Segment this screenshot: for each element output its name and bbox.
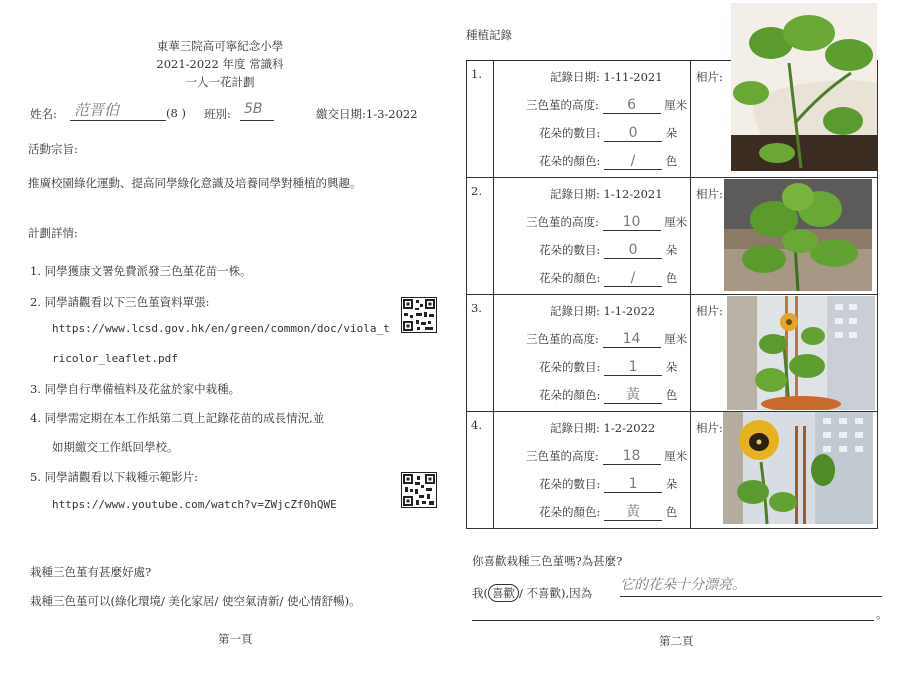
growth-record-table xyxy=(466,60,878,529)
record-number: 3. xyxy=(467,295,494,412)
like-question: 你喜歡栽種三色堇嗎?為甚麼? xyxy=(472,554,623,568)
color-label: 花朵的顏色: xyxy=(539,154,601,168)
color-label: 花朵的顏色: xyxy=(539,271,601,285)
cm-unit: 厘米 xyxy=(664,98,688,112)
count-label: 花朵的數目: xyxy=(539,477,601,491)
like-circled: 喜歡 xyxy=(488,584,519,602)
plant-photo-1 xyxy=(731,3,877,171)
plant-photo-3 xyxy=(727,296,875,410)
reason-line xyxy=(620,576,882,597)
height-label: 三色堇的高度: xyxy=(526,332,599,346)
name-label: 姓名: xyxy=(30,107,57,121)
page-number-1: 第一頁 xyxy=(218,632,253,646)
color-value: / xyxy=(604,271,662,287)
height-value: 6 xyxy=(603,98,661,114)
plan-item-5: 5. 同學請觀看以下栽種示範影片: xyxy=(30,470,199,484)
colour-unit: 色 xyxy=(665,505,678,519)
video-link[interactable]: https://www.youtube.com/watch?v=ZWjcZf0hQWE xyxy=(52,498,337,511)
height-label: 三色堇的高度: xyxy=(526,449,599,463)
photo-cell xyxy=(691,295,878,412)
count-label: 花朵的數目: xyxy=(539,126,601,140)
date-label: 記錄日期: xyxy=(550,421,600,435)
date-label: 記錄日期: xyxy=(550,304,600,318)
date-label: 記錄日期: xyxy=(550,187,600,201)
leaflet-qr-code[interactable] xyxy=(401,297,437,333)
leaflet-link-1[interactable]: https://www.lcsd.gov.hk/en/green/common/doc/viola_t xyxy=(52,322,390,335)
record-details xyxy=(494,295,691,412)
colour-unit: 色 xyxy=(665,271,678,285)
flower-unit: 朵 xyxy=(665,126,678,140)
count-value: 0 xyxy=(604,126,662,142)
school-name: 東華三院高可寧紀念小學 xyxy=(156,39,284,53)
flower-unit: 朵 xyxy=(665,360,678,374)
answer-middle: / 不喜歡),因為 xyxy=(519,586,593,600)
reason-handwriting: 它的花朵十分漂亮。 xyxy=(620,577,746,593)
count-value: 1 xyxy=(604,360,662,376)
leaflet-link-2[interactable]: ricolor_leaflet.pdf xyxy=(52,352,178,365)
height-value: 18 xyxy=(603,449,661,465)
record-date: 1-1-2022 xyxy=(603,304,656,318)
cm-unit: 厘米 xyxy=(664,332,688,346)
plan-item-2: 2. 同學請觀看以下三色堇資料單張: xyxy=(30,295,210,309)
record-date: 1-2-2022 xyxy=(603,421,656,435)
end-mark: 。 xyxy=(876,607,888,621)
photo-cell xyxy=(691,178,878,295)
record-row-3 xyxy=(467,295,878,412)
benefit-answer: 栽種三色堇可以(綠化環境/ 美化家居/ 使空氣清新/ 使心情舒暢)。 xyxy=(30,594,361,608)
benefit-question: 栽種三色堇有甚麼好處? xyxy=(30,565,152,579)
name-value: 范晋伯 xyxy=(74,101,120,119)
height-value: 14 xyxy=(603,332,661,348)
record-details xyxy=(494,61,691,178)
class-field xyxy=(240,102,274,121)
like-answer xyxy=(472,584,592,602)
answer-open: 我( xyxy=(472,586,488,600)
colour-unit: 色 xyxy=(665,388,678,402)
cm-unit: 厘米 xyxy=(664,215,688,229)
record-title: 種植記錄 xyxy=(466,28,512,42)
color-value: / xyxy=(604,154,662,170)
class-number: (8 ) xyxy=(166,106,186,120)
plan-item-4-cont: 如期繳交工作紙回學校。 xyxy=(52,440,179,454)
record-number: 1. xyxy=(467,61,494,178)
class-value: 5B xyxy=(244,101,263,117)
submit-date: 繳交日期:1-3-2022 xyxy=(316,107,418,121)
flower-unit: 朵 xyxy=(665,243,678,257)
record-row-2 xyxy=(467,178,878,295)
height-label: 三色堇的高度: xyxy=(526,98,599,112)
project-title: 一人一花計劃 xyxy=(185,75,255,89)
aim-text: 推廣校園綠化運動、提高同學綠化意識及培養同學對種植的興趣。 xyxy=(28,176,362,190)
colour-unit: 色 xyxy=(665,154,678,168)
cm-unit: 厘米 xyxy=(664,449,688,463)
color-label: 花朵的顏色: xyxy=(539,388,601,402)
record-date: 1-12-2021 xyxy=(603,187,663,201)
photo-cell xyxy=(691,412,878,529)
color-value: 黃 xyxy=(604,505,662,521)
record-details xyxy=(494,412,691,529)
record-row-4 xyxy=(467,412,878,529)
answer-line-2 xyxy=(472,606,874,621)
record-details xyxy=(494,178,691,295)
date-label: 記錄日期: xyxy=(550,70,600,84)
page-number-2: 第二頁 xyxy=(659,634,694,648)
plant-photo-4 xyxy=(723,412,873,524)
photo-label: 相片: xyxy=(696,304,723,318)
plan-item-3: 3. 同學自行準備植料及花盆於家中栽種。 xyxy=(30,382,241,396)
count-label: 花朵的數目: xyxy=(539,360,601,374)
record-date: 1-11-2021 xyxy=(603,70,663,84)
count-label: 花朵的數目: xyxy=(539,243,601,257)
record-number: 2. xyxy=(467,178,494,295)
plan-item-1: 1. 同學獲康文署免費派發三色堇花苗一株。 xyxy=(30,264,252,278)
record-row-1 xyxy=(467,61,878,178)
color-value: 黃 xyxy=(604,388,662,404)
photo-cell xyxy=(691,61,878,178)
photo-label: 相片: xyxy=(696,421,723,435)
video-qr-code[interactable] xyxy=(401,472,437,508)
count-value: 0 xyxy=(604,243,662,259)
plan-title: 計劃詳情: xyxy=(28,226,78,240)
color-label: 花朵的顏色: xyxy=(539,505,601,519)
name-field xyxy=(70,100,166,121)
year-subject: 2021-2022 年度 常識科 xyxy=(156,57,284,71)
flower-unit: 朵 xyxy=(665,477,678,491)
aim-title: 活動宗旨: xyxy=(28,142,78,156)
height-label: 三色堇的高度: xyxy=(526,215,599,229)
count-value: 1 xyxy=(604,477,662,493)
photo-label: 相片: xyxy=(696,187,723,201)
plant-photo-2 xyxy=(724,179,872,291)
record-number: 4. xyxy=(467,412,494,529)
plan-item-4: 4. 同學需定期在本工作紙第二頁上記錄花苗的成長情況,並 xyxy=(30,411,325,425)
height-value: 10 xyxy=(603,215,661,231)
photo-label: 相片: xyxy=(696,70,723,84)
class-label: 班別: xyxy=(204,107,231,121)
